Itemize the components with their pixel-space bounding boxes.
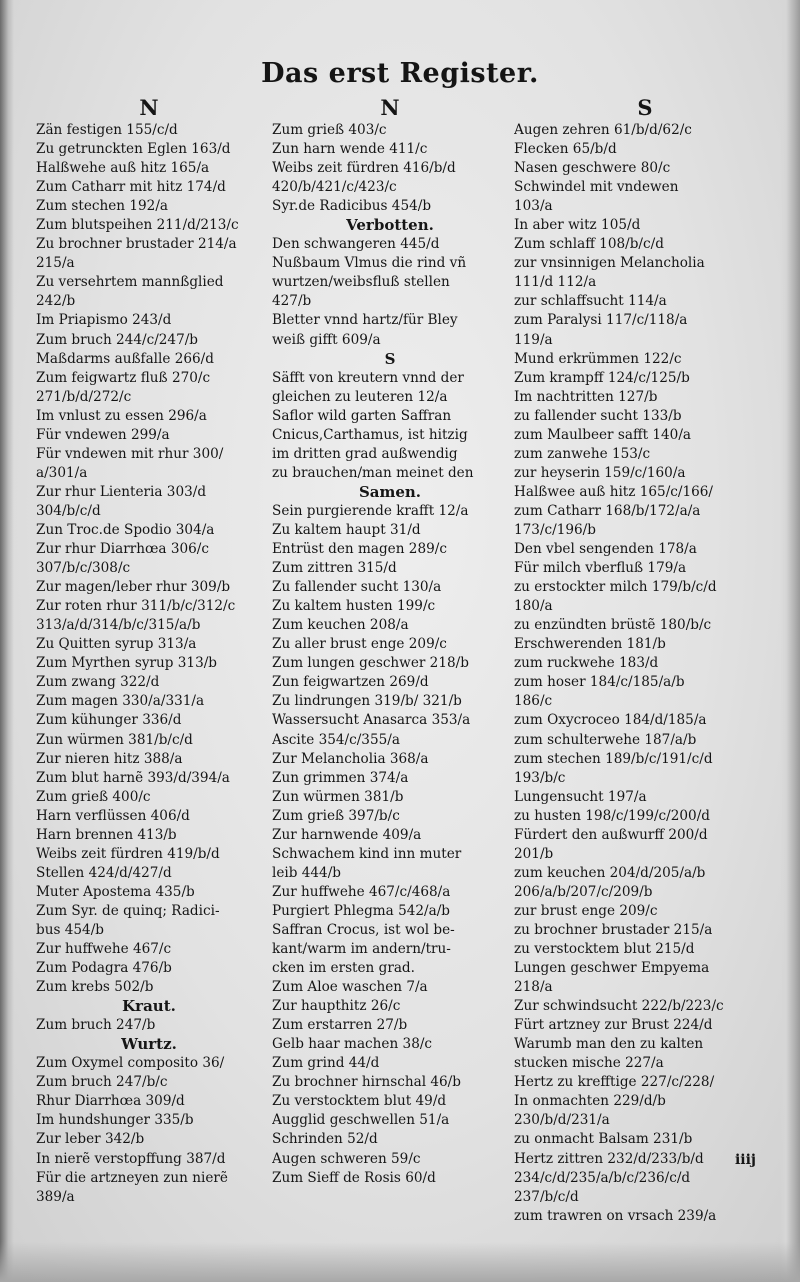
register-entry: Lungensucht 197/a <box>514 788 647 805</box>
register-entry: Zun würmen 381/b <box>272 788 404 805</box>
register-entry: Im nachtritten 127/b <box>514 388 658 405</box>
register-entry: Zu brochner brustader 214/a <box>36 236 237 253</box>
register-entry: Zum bruch 244/c/247/b <box>36 331 199 348</box>
register-entry: 201/b <box>514 845 554 862</box>
register-entry: 237/b/c/d <box>514 1188 579 1205</box>
register-entry: Zun grimmen 374/a <box>272 769 409 786</box>
register-column-3 <box>514 95 776 1226</box>
register-entry: Zum lungen geschwer 218/b <box>272 655 469 672</box>
register-entry: weiß gifft 609/a <box>272 331 381 348</box>
register-entry: Mund erkrümmen 122/c <box>514 350 682 367</box>
register-entry: 180/a <box>514 598 553 615</box>
register-entry: Im hundshunger 335/b <box>36 1112 194 1129</box>
register-entry: Zur harnwende 409/a <box>272 826 422 843</box>
register-entry: Zu verstocktem blut 49/d <box>272 1093 447 1110</box>
register-entry: zum hoser 184/c/185/a/b <box>514 674 685 691</box>
register-entry: Zur huffwehe 467/c <box>36 941 172 958</box>
register-entry: Zum blutspeihen 211/d/213/c <box>36 217 239 234</box>
register-entry: zum schulterwehe 187/a/b <box>514 731 697 748</box>
register-entry: zu brochner brustader 215/a <box>514 921 713 938</box>
register-entry: Ascite 354/c/355/a <box>272 731 400 748</box>
register-entry: Syr.de Radicibus 454/b <box>272 198 432 215</box>
register-entry: Zum zittren 315/d <box>272 560 397 577</box>
page-edge-bottom <box>0 1242 800 1282</box>
register-entry: Hertz zittren 232/d/233/b/d <box>514 1150 704 1167</box>
register-entry: Kraut. <box>122 997 176 1016</box>
register-entry: Zum Syr. de quinq; Radici- <box>36 902 220 919</box>
register-entry: Flecken 65/b/d <box>514 141 617 158</box>
register-entry: Zum bruch 247/b <box>36 1017 156 1034</box>
register-entry: Zum Oxymel composito 36/ <box>36 1055 225 1072</box>
register-entry: Fürt artzney zur Brust 224/d <box>514 1017 713 1034</box>
register-entry: Entrüst den magen 289/c <box>272 541 447 558</box>
register-entry: Zum Sieff de Rosis 60/d <box>272 1169 436 1186</box>
register-entry: Im Priapismo 243/d <box>36 312 172 329</box>
register-entry: Zum magen 330/a/331/a <box>36 693 205 710</box>
register-entry: Zum krampff 124/c/125/b <box>514 369 690 386</box>
register-entry: Zu brochner hirnschal 46/b <box>272 1074 461 1091</box>
register-entry: Zur rhur Diarrhœa 306/c <box>36 541 209 558</box>
register-entry: Saffran Crocus, ist wol be- <box>272 921 455 938</box>
register-entry: Gelb haar machen 38/c <box>272 1036 433 1053</box>
register-entry: Zur rhur Lienteria 303/d <box>36 483 207 500</box>
register-entry: Lungen geschwer Empyema <box>514 960 710 977</box>
register-entry: bus 454/b <box>36 921 104 938</box>
register-entry: Zum krebs 502/b <box>36 979 154 996</box>
register-entry: Zum zwang 322/d <box>36 674 160 691</box>
register-entry: Purgiert Phlegma 542/a/b <box>272 902 450 919</box>
register-entry: Den vbel sengenden 178/a <box>514 541 697 558</box>
register-entry: Zum grieß 397/b/c <box>272 807 400 824</box>
register-entry: Verbotten. <box>346 216 434 235</box>
register-entry: Zu fallender sucht 130/a <box>272 579 442 596</box>
register-entry: kant/warm im andern/tru- <box>272 941 451 958</box>
register-entry: Im vnlust zu essen 296/a <box>36 407 207 424</box>
page-edge-left <box>0 0 14 1282</box>
register-entry: Säfft von kreutern vnnd der <box>272 369 464 386</box>
register-entry: Für die artzneyen zun nierẽ <box>36 1169 228 1186</box>
register-entry: Zur schwindsucht 222/b/223/c <box>514 998 724 1015</box>
register-entry: Harn brennen 413/b <box>36 826 177 843</box>
register-entry: Augglid geschwellen 51/a <box>272 1112 450 1129</box>
register-entry: zu verstocktem blut 215/d <box>514 941 695 958</box>
register-entry: 304/b/c/d <box>36 502 101 519</box>
register-entry: Weibs zeit fürdren 416/b/d <box>272 160 456 177</box>
register-entry: Nußbaum Vlmus die rind vñ <box>272 255 467 272</box>
register-entry: Zum stechen 192/a <box>36 198 169 215</box>
register-entry: Zur roten rhur 311/b/c/312/c <box>36 598 236 615</box>
register-entry: zur schlaffsucht 114/a <box>514 293 667 310</box>
register-entry: 206/a/b/207/c/209/b <box>514 883 653 900</box>
register-entry: 271/b/d/272/c <box>36 388 132 405</box>
register-entry: Zum kühunger 336/d <box>36 712 182 729</box>
register-entry: Zun würmen 381/b/c/d <box>36 731 193 748</box>
register-entry: zu fallender sucht 133/b <box>514 407 682 424</box>
register-entry: Saflor wild garten Saffran <box>272 407 452 424</box>
register-entry: 389/a <box>36 1188 75 1205</box>
register-entry: Zu kaltem haupt 31/d <box>272 521 421 538</box>
register-entry: Zum Catharr mit hitz 174/d <box>36 179 226 196</box>
register-entry: In nierẽ verstopffung 387/d <box>36 1150 226 1167</box>
register-entry: Zu versehrtem mannßglied <box>36 274 224 291</box>
page-title: Das erst Register. <box>261 58 539 89</box>
register-entry: Für vndewen 299/a <box>36 426 170 443</box>
register-entry: 307/b/c/308/c <box>36 560 131 577</box>
register-entry: zur brust enge 209/c <box>514 902 658 919</box>
register-entry: Zur magen/leber rhur 309/b <box>36 579 231 596</box>
register-entry: Zum Myrthen syrup 313/b <box>36 655 218 672</box>
register-entry: Stellen 424/d/427/d <box>36 864 172 881</box>
register-entry: Zum erstarren 27/b <box>272 1017 408 1034</box>
register-entry: Zum feigwartz fluß 270/c <box>36 369 211 386</box>
register-entry: S <box>384 349 396 368</box>
register-entry: Hertz zu krefftige 227/c/228/ <box>514 1074 715 1091</box>
register-entry: Zur huffwehe 467/c/468/a <box>272 883 451 900</box>
register-entry: Zum keuchen 208/a <box>272 617 409 634</box>
register-entry: 119/a <box>514 331 553 348</box>
register-entry: 313/a/d/314/b/c/315/a/b <box>36 617 201 634</box>
register-entry: Zur leber 342/b <box>36 1131 145 1148</box>
register-entry: Zum Aloe waschen 7/a <box>272 979 428 996</box>
register-entry: Zur haupthitz 26/c <box>272 998 401 1015</box>
register-entry: Rhur Diarrhœa 309/d <box>36 1093 185 1110</box>
register-entry: Muter Apostema 435/b <box>36 883 195 900</box>
register-entry: zur heyserin 159/c/160/a <box>514 464 686 481</box>
register-entry: Cnicus,Carthamus, ist hitzig <box>272 426 468 443</box>
register-entry: Zu getrunckten Eglen 163/d <box>36 141 231 158</box>
register-entry: 427/b <box>272 293 312 310</box>
register-entry: zur vnsinnigen Melancholia <box>514 255 705 272</box>
entry-list <box>514 121 776 1226</box>
register-entry: stucken mische 227/a <box>514 1055 664 1072</box>
register-entry: 242/b <box>36 293 76 310</box>
register-entry: Erschwerenden 181/b <box>514 636 666 653</box>
register-entry: Bletter vnnd hartz/für Bley <box>272 312 458 329</box>
register-entry: zum ruckwehe 183/d <box>514 655 659 672</box>
register-entry: 230/b/d/231/a <box>514 1112 610 1129</box>
column-letter: N <box>380 95 400 120</box>
register-entry: zum stechen 189/b/c/191/c/d <box>514 750 713 767</box>
register-entry: Zur nieren hitz 388/a <box>36 750 183 767</box>
register-entry: a/301/a <box>36 464 88 481</box>
register-entry: Schrinden 52/d <box>272 1131 378 1148</box>
register-entry: 234/c/d/235/a/b/c/236/c/d <box>514 1169 691 1186</box>
register-entry: zum Paralysi 117/c/118/a <box>514 312 688 329</box>
register-entry: zum Catharr 168/b/172/a/a <box>514 502 701 519</box>
register-entry: Zän festigen 155/c/d <box>36 122 178 138</box>
register-entry: zu onmacht Balsam 231/b <box>514 1131 693 1148</box>
entry-list <box>272 121 508 1188</box>
register-entry: Halßwee auß hitz 165/c/166/ <box>514 483 713 500</box>
register-entry: cken im ersten grad. <box>272 960 415 977</box>
entry-list <box>36 121 262 1207</box>
page-edge-right <box>780 0 800 1282</box>
register-entry: Wassersucht Anasarca 353/a <box>272 712 471 729</box>
register-entry: 218/a <box>514 979 553 996</box>
register-entry: 186/c <box>514 693 553 710</box>
register-entry: In onmachten 229/d/b <box>514 1093 666 1110</box>
register-entry: Fürdert den außwurff 200/d <box>514 826 708 843</box>
register-entry: Zu lindrungen 319/b/ 321/b <box>272 693 462 710</box>
register-entry: Halßwehe auß hitz 165/a <box>36 160 210 177</box>
register-entry: 215/a <box>36 255 75 272</box>
register-entry: Zum grieß 400/c <box>36 788 151 805</box>
register-entry: Zun feigwartzen 269/d <box>272 674 429 691</box>
register-entry: Augen schweren 59/c <box>272 1150 421 1167</box>
register-entry: Zun Troc.de Spodio 304/a <box>36 521 215 538</box>
register-entry: Sein purgierende krafft 12/a <box>272 502 469 519</box>
register-column-2 <box>272 95 508 1188</box>
register-entry: 103/a <box>514 198 553 215</box>
register-entry: Für milch vberfluß 179/a <box>514 560 687 577</box>
column-letter: S <box>637 95 653 120</box>
register-entry: 173/c/196/b <box>514 521 596 538</box>
register-entry: Den schwangeren 445/d <box>272 236 440 253</box>
register-entry: zu enzündten brüstẽ 180/b/c <box>514 617 712 634</box>
register-entry: zu husten 198/c/199/c/200/d <box>514 807 710 824</box>
register-entry: zum Maulbeer safft 140/a <box>514 426 692 443</box>
register-entry: 193/b/c <box>514 769 566 786</box>
register-entry: gleichen zu leuteren 12/a <box>272 388 448 405</box>
register-entry: leib 444/b <box>272 864 341 881</box>
register-column-1 <box>36 95 262 1207</box>
register-entry: Weibs zeit fürdren 419/b/d <box>36 845 220 862</box>
register-entry: Zu kaltem husten 199/c <box>272 598 436 615</box>
register-entry: zu brauchen/man meinet den <box>272 464 474 481</box>
register-entry: Schwachem kind inn muter <box>272 845 462 862</box>
register-entry: Zum blut harnẽ 393/d/394/a <box>36 769 230 786</box>
register-entry: zum Oxycroceo 184/d/185/a <box>514 712 707 729</box>
register-entry: zum keuchen 204/d/205/a/b <box>514 864 706 881</box>
register-entry: zum zanwehe 153/c <box>514 445 651 462</box>
register-entry: Zu Quitten syrup 313/a <box>36 636 197 653</box>
register-entry: Warumb man den zu kalten <box>514 1036 704 1053</box>
register-entry: Samen. <box>358 482 422 501</box>
register-entry: In aber witz 105/d <box>514 217 641 234</box>
register-entry: wurtzen/weibsfluß stellen <box>272 274 450 291</box>
register-entry: Zum schlaff 108/b/c/d <box>514 236 664 253</box>
register-entry: 420/b/421/c/423/c <box>272 179 397 196</box>
register-entry: 111/d 112/a <box>514 274 597 291</box>
register-entry: Wurtz. <box>121 1035 177 1054</box>
register-entry: Schwindel mit vndewen <box>514 179 679 196</box>
register-entry: Harn verflüssen 406/d <box>36 807 190 824</box>
register-entry: Zum bruch 247/b/c <box>36 1074 168 1091</box>
register-entry: Zu aller brust enge 209/c <box>272 636 447 653</box>
register-entry: Zum Podagra 476/b <box>36 960 172 977</box>
register-entry: Zun harn wende 411/c <box>272 141 428 158</box>
register-entry: Zum grind 44/d <box>272 1055 380 1072</box>
column-letter: N <box>139 95 159 120</box>
register-entry: Augen zehren 61/b/d/62/c <box>514 122 692 138</box>
register-entry: im dritten grad außwendig <box>272 445 458 462</box>
register-entry: Für vndewen mit rhur 300/ <box>36 445 224 462</box>
register-entry: zu erstockter milch 179/b/c/d <box>514 579 717 596</box>
register-entry: Zur Melancholia 368/a <box>272 750 429 767</box>
catchword: iiij <box>734 1152 756 1168</box>
register-entry: zum trawren on vrsach 239/a <box>514 1207 717 1224</box>
register-entry: Zum grieß 403/c <box>272 122 387 138</box>
register-entry: Maßdarms außfalle 266/d <box>36 350 214 367</box>
register-entry: Nasen geschwere 80/c <box>514 160 671 177</box>
